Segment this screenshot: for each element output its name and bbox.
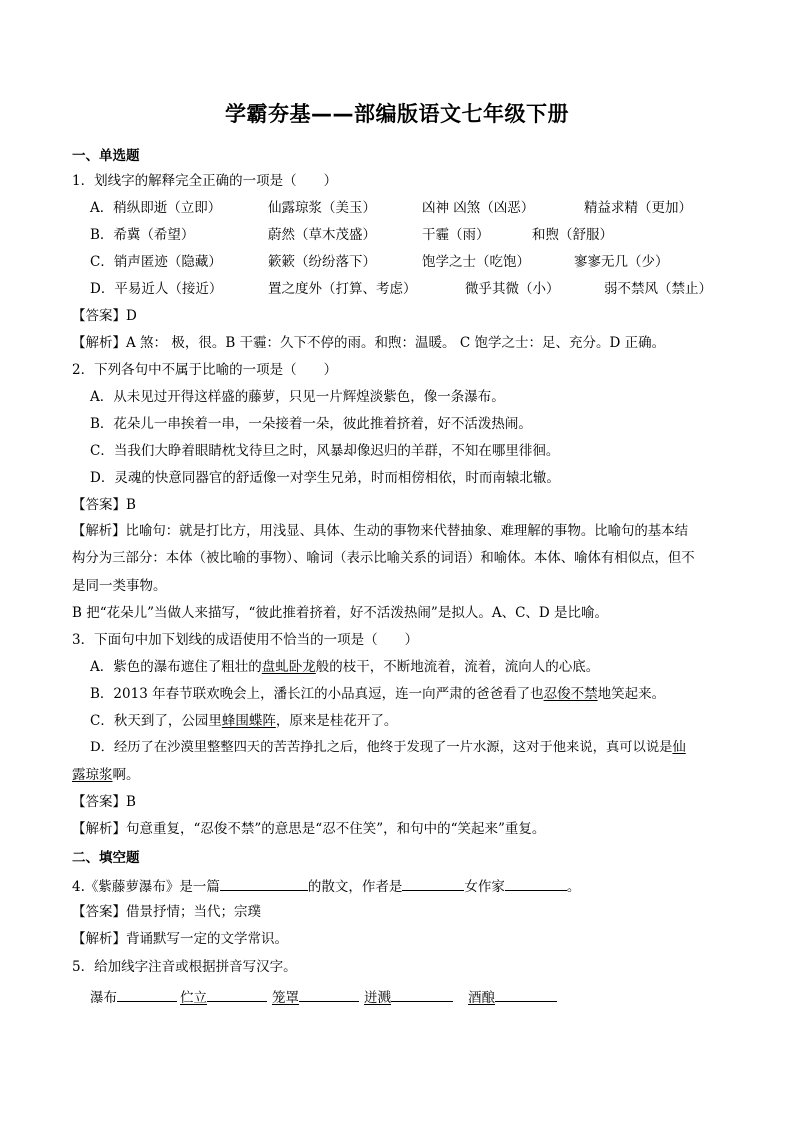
q1-option-d-2: 置之度外（打算、考虑）	[268, 281, 417, 297]
q3-option-c-pre: C．秋天到了，公园里	[90, 713, 222, 729]
question-2-stem: 2．下列各句中不属于比喻的一项是（ ）	[72, 362, 338, 378]
q4-part-4: 。	[566, 879, 581, 895]
q2-option-b: B．花朵儿一串挨着一串，一朵接着一朵，彼此推着挤着，好不活泼热闹。	[90, 416, 532, 432]
q5-word-1	[90, 987, 177, 1007]
q5-word-1-text: 瀑布	[90, 990, 117, 1006]
q4-blank-3[interactable]	[505, 876, 567, 891]
q1-option-c-2: 簌簌（纷纷落下）	[268, 254, 376, 270]
q2-answer: 【答案】B	[72, 497, 136, 513]
q4-part-1: 4.《紫藤萝瀑布》是一篇	[72, 879, 220, 895]
question-4-stem	[72, 876, 580, 896]
q1-option-d-3: 微乎其微（小）	[465, 281, 560, 297]
question-3-stem: 3．下面句中加下划线的成语使用不恰当的一项是（ ）	[72, 632, 419, 648]
q4-answer: 【答案】借景抒情；当代；宗璞	[72, 904, 261, 920]
q5-word-2	[180, 987, 267, 1007]
q3-option-c-post: ，原来是桂花开了。	[275, 713, 398, 729]
q3-option-a-idiom: 盘虬卧龙	[261, 659, 316, 675]
q2-option-a: A．从未见过开得这样盛的藤萝，只见一片辉煌淡紫色，像一条瀑布。	[90, 389, 505, 405]
q3-option-d-post: 啊。	[112, 767, 140, 783]
q3-option-b-pre: B．2013 年春节联欢晚会上，潘长江的小品真逗，连一向严肃的爸爸看了也	[90, 686, 544, 702]
q3-option-b	[90, 685, 665, 703]
q1-option-a-2: 仙露琼浆（美玉）	[268, 200, 376, 216]
q5-blank-4[interactable]	[391, 987, 453, 1002]
q4-blank-1[interactable]	[220, 876, 308, 891]
q1-option-a-4: 精益求精（更加）	[584, 200, 692, 216]
q1-option-d-1: D．平易近人（接近）	[90, 281, 223, 297]
q2-analysis-line-1: 【解析】比喻句：就是打比方，用浅显、具体、生动的事物来代替抽象、难理解的事物。比喻句的基本结	[72, 524, 688, 539]
q5-blank-1[interactable]	[117, 987, 177, 1002]
q3-option-d-cont	[72, 766, 140, 784]
q2-analysis-line-3: 是同一类事物。	[72, 578, 167, 594]
q1-analysis: 【解析】A 煞： 极，很。B 干霾：久下不停的雨。和煦：温暖。 C 饱学之士：足、充分。D 正确。	[72, 335, 666, 351]
q4-analysis: 【解析】背诵默写一定的文学常识。	[72, 931, 288, 947]
q1-option-a-3: 凶神 凶煞（凶恶）	[422, 200, 535, 216]
q1-option-b-2: 蔚然（草木茂盛）	[268, 227, 376, 243]
q3-analysis: 【解析】句意重复，“忍俊不禁”的意思是“忍不住笑”，和句中的“笑起来”重复。	[72, 821, 546, 837]
q3-answer: 【答案】B	[72, 794, 136, 810]
q4-part-3: 女作家	[464, 879, 505, 895]
q1-option-c-1: C．销声匿迹（隐藏）	[90, 254, 222, 270]
q4-part-2: 的散文，作者是	[307, 879, 403, 895]
q3-option-c	[90, 712, 397, 730]
q5-word-5-text: 酒酿	[468, 990, 495, 1006]
q5-blank-2[interactable]	[207, 987, 267, 1002]
q5-blank-5[interactable]	[495, 987, 557, 1002]
q2-option-c: C．当我们大睁着眼睛枕戈待旦之时，风暴却像迟归的羊群，不知在哪里徘徊。	[90, 443, 560, 459]
section-heading-single-choice: 一、单选题	[72, 148, 140, 164]
q3-option-d	[90, 739, 686, 757]
q1-option-a-1: A．稍纵即逝（立即）	[90, 200, 222, 216]
q3-option-b-idiom: 忍俊不禁	[543, 686, 598, 702]
section-heading-fill-in: 二、填空题	[72, 850, 140, 866]
q4-blank-2[interactable]	[402, 876, 464, 891]
q2-option-d: D．灵魂的快意同器官的舒适像一对孪生兄弟，时而相傍相依，时而南辕北辙。	[90, 470, 560, 486]
q2-analysis-line-2: 构分为三部分：本体（被比喻的事物）、喻词（表示比喻关系的词语）和喻体。本体、喻体有相似点，但不	[72, 551, 695, 566]
q5-word-5	[468, 987, 557, 1007]
q1-answer: 【答案】D	[72, 308, 137, 324]
q1-option-b-3: 干霾（雨）	[422, 227, 490, 243]
q3-option-d-idiom-part2: 露琼浆	[72, 767, 113, 783]
q1-option-c-3: 饱学之士（吃饱）	[422, 254, 530, 270]
q1-option-c-4: 寥寥无几（少）	[574, 254, 669, 270]
q5-word-3	[272, 987, 359, 1007]
q1-option-b-4: 和煦（舒服）	[532, 227, 613, 243]
question-5-stem: 5．给加线字注音或根据拼音写汉字。	[72, 959, 297, 975]
q5-blank-3[interactable]	[299, 987, 359, 1002]
q5-word-3-text: 笼罩	[272, 990, 299, 1006]
page-title: 学霸夯基——部编版语文七年级下册	[225, 102, 569, 126]
q3-option-c-idiom: 蜂围蝶阵	[221, 713, 276, 729]
question-1-stem: 1．划线字的解释完全正确的一项是（ ）	[72, 173, 338, 189]
q1-option-b-1: B．希冀（希望）	[90, 227, 195, 243]
q3-option-d-idiom-part1: 仙	[672, 740, 686, 755]
q3-option-a-pre: A．紫色的瀑布遮住了粗壮的	[90, 659, 262, 675]
q3-option-a-post: 般的枝干，不断地流着，流着，流向人的心底。	[315, 659, 600, 675]
q3-option-a	[90, 658, 599, 676]
q2-analysis-line-4: B 把“花朵儿”当做人来描写，“彼此推着挤着，好不活泼热闹”是拟人。A、C、D 是比喻。	[72, 605, 609, 621]
q5-word-4	[364, 987, 453, 1007]
q3-option-b-post: 地笑起来。	[597, 686, 666, 702]
q1-option-d-4: 弱不禁风（禁止）	[604, 281, 712, 297]
q5-word-2-text: 伫立	[180, 990, 207, 1006]
q3-option-d-pre: D．经历了在沙漠里整整四天的苦苦挣扎之后，他终于发现了一片水源，这对于他来说，真可以说是	[90, 740, 673, 755]
q5-word-4-text: 迸溅	[364, 990, 391, 1006]
